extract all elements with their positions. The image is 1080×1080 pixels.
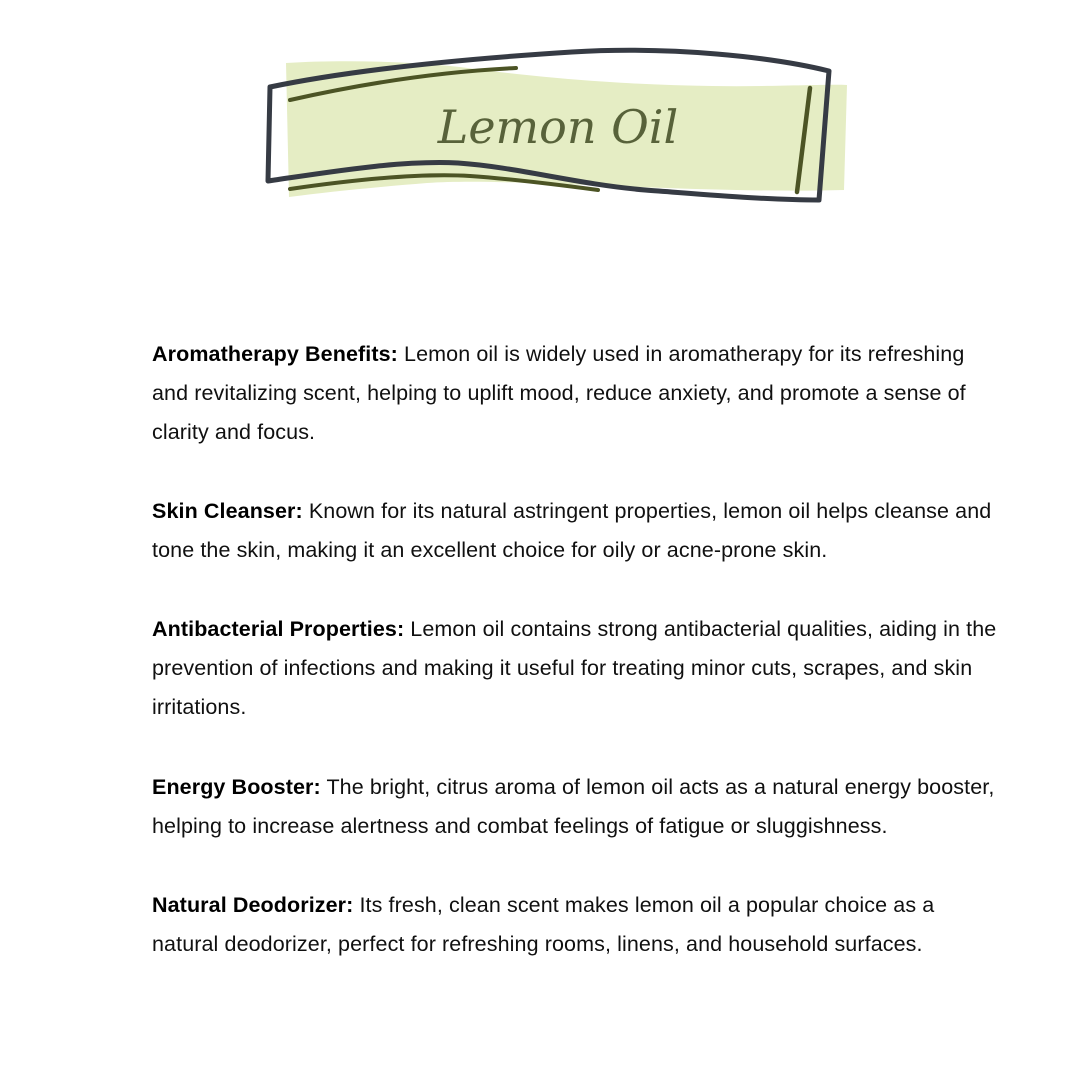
benefit-text: Lemon oil is widely used in aromatherapy for its refreshing and revitalizing scent, helping to uplift mood, reduce anxiety, and promote a sense of clarity and focus. bbox=[152, 341, 966, 445]
benefit-paragraph bbox=[152, 492, 1000, 571]
benefit-label: Skin Cleanser: bbox=[152, 498, 303, 523]
benefit-label: Energy Booster: bbox=[152, 774, 321, 799]
benefit-text: Its fresh, clean scent makes lemon oil a popular choice as a natural deodorizer, perfect for refreshing rooms, linens, and household surfaces. bbox=[152, 892, 935, 956]
benefit-paragraph bbox=[152, 886, 1000, 965]
benefit-paragraph bbox=[152, 610, 1000, 728]
benefit-paragraph bbox=[152, 768, 1000, 847]
benefit-text: Lemon oil contains strong antibacterial qualities, aiding in the prevention of infections and making it useful for treating minor cuts, scrapes, and skin irritations. bbox=[152, 616, 997, 720]
benefit-label: Natural Deodorizer: bbox=[152, 892, 354, 917]
benefit-text: Known for its natural astringent properties, lemon oil helps cleanse and tone the skin, making it an excellent choice for oily or acne-prone skin. bbox=[152, 498, 992, 562]
benefit-text: The bright, citrus aroma of lemon oil acts as a natural energy booster, helping to increase alertness and combat feelings of fatigue or sluggishness. bbox=[152, 774, 995, 838]
benefit-label: Aromatherapy Benefits: bbox=[152, 341, 398, 366]
benefit-paragraph bbox=[152, 335, 1000, 453]
page-title: Lemon Oil bbox=[437, 100, 679, 154]
benefit-label: Antibacterial Properties: bbox=[152, 616, 405, 641]
